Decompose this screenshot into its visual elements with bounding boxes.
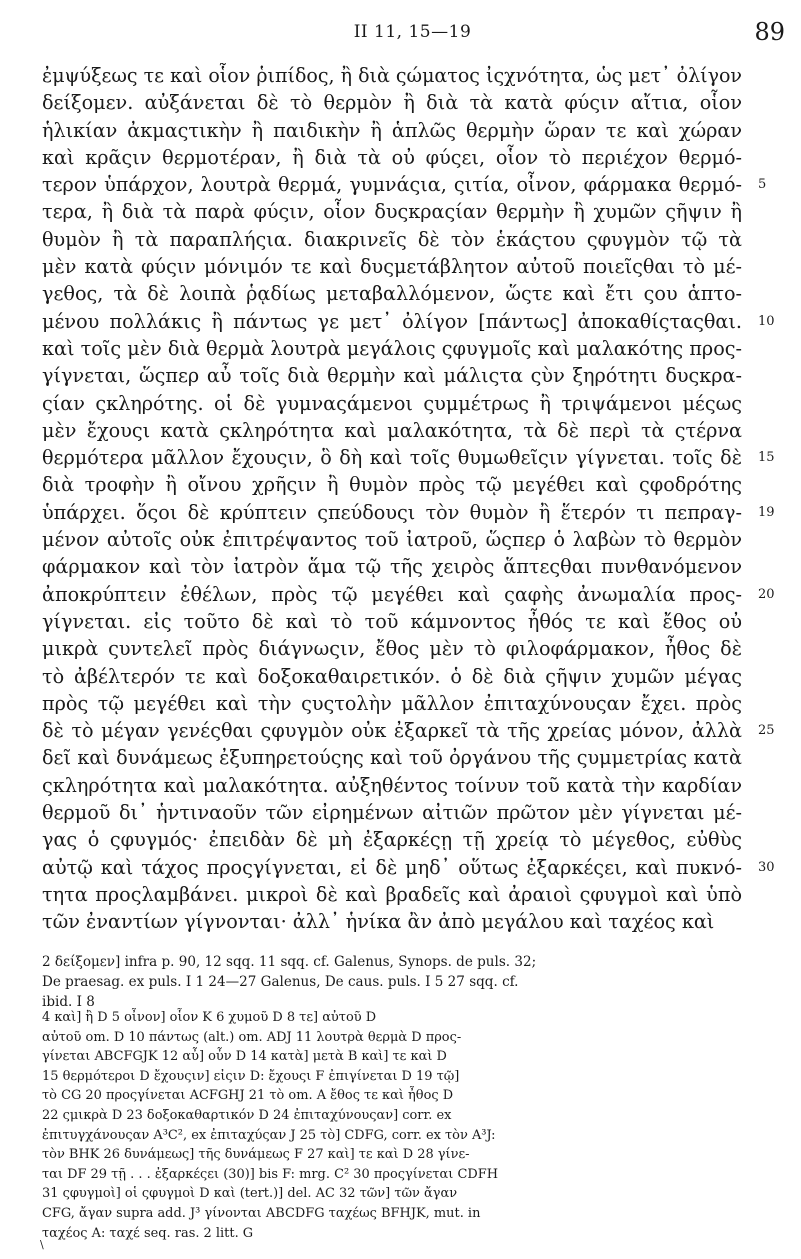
line-text: ςίαν ςκληρότης. οἱ δὲ γυμναςάμενοι ςυμμέτρως ἢ τριψάμενοι μέςως [42, 391, 742, 415]
line-text: ἡλικίαν ἀκμαςτικὴν ἢ παιδικὴν ἢ ἁπλῶς θερμὴν ὥραν τε καὶ χώραν [42, 118, 742, 142]
line-text: μένον αὐτοῖς οὐκ ἐπιτρέψαντος τοῦ ἰατροῦ, ὥςπερ ὁ λαβὼν τὸ θερμὸν [42, 528, 742, 552]
line-text: πρὸς τῷ μεγέθει καὶ τὴν ςυςτολὴν μᾶλλον ἐπιταχύνουςαν ἔχει. πρὸς [42, 691, 742, 715]
text-line [42, 854, 775, 881]
critical-apparatus [42, 1008, 787, 1243]
text-line [42, 390, 748, 417]
line-text: θερμότερα μᾶλλον ἔχουςιν, ὃ δὴ καὶ τοῖς θυμωθεῖςιν γίγνεται. τοῖς δὲ [42, 446, 742, 470]
apparatus-line: ται DF 29 τῇ . . . ἐξαρκέςει (30)] bis F: mrg. C² 30 προςγίνεται CDFH [42, 1166, 499, 1182]
line-text: ςκληρότητα καὶ μαλακότητα. αὐξηθέντος τοίνυν τοῦ κατὰ τὴν καρδίαν [42, 773, 742, 797]
line-text: δὲ τὸ μέγαν γενέςθαι ςφυγμὸν οὐκ ἐξαρκεῖ τὰ τῆς χρείας μόνον, ἀλλὰ [42, 719, 742, 743]
line-text: γίγνεται, ὥςπερ αὖ τοῖς διὰ θερμὴν καὶ μάλιςτα ςὺν ξηρότητι δυςκρα- [42, 364, 742, 388]
apparatus-line: CFG, ἄγαν supra add. J³ γίνονται ABCDFG ταχέως BFHJK, mut. in [42, 1205, 481, 1221]
text-line [42, 62, 748, 89]
text-line [42, 690, 748, 717]
text-line [42, 635, 748, 662]
apparatus-line: ἐπιτυγχάνουςαν A³C², ex ἐπιταχύςαν J 25 τὸ] CDFG, corr. ex τὸν A³J: [42, 1127, 496, 1143]
testimonia-apparatus [42, 952, 787, 1012]
apparatus-line: γίνεται ABCFGJK 12 αὖ] οὖν D 14 κατὰ] μετὰ B καὶ] τε καὶ D [42, 1049, 447, 1065]
line-number: 10 [758, 313, 775, 329]
line-text: μὲν κατὰ φύςιν μόνιμόν τε καὶ δυςμετάβλητον αὐτοῦ ποιεῖςθαι τὸ μέ- [42, 255, 742, 279]
page-number: 89 [754, 18, 785, 46]
line-text: θερμοῦ δι᾿ ἡντιναοῦν τῶν εἰρημένων αἰτιῶν πρῶτον μὲν γίγνεται μέ- [42, 801, 742, 825]
text-line [42, 908, 748, 935]
testimonia-line: ibid. I 8 [42, 994, 95, 1010]
line-text: ὑπάρχει. ὅςοι δὲ κρύπτειν ςπεύδουςι τὸν θυμὸν ἢ ἕτερόν τι πεπραγ- [42, 500, 742, 524]
line-text: ἐμψύξεως τε καὶ οἷον ῥιπίδος, ἢ διὰ ςώματος ἰςχνότητα, ὡς μετ᾿ ὀλίγον [42, 64, 742, 87]
line-text: αὐτῷ καὶ τάχος προςγίγνεται, εἰ δὲ μηδ᾿ οὕτως ἐξαρκέςει, καὶ πυκνό- [42, 855, 742, 879]
text-line [42, 144, 748, 171]
line-text: τερον ὑπάρχον, λουτρὰ θερμά, γυμνάςια, ςιτία, οἶνον, φάρμακα θερμό- [42, 173, 742, 197]
corner-mark: \ [40, 1238, 44, 1251]
text-line [42, 444, 775, 471]
text-line [42, 198, 748, 225]
line-text: τερα, ἢ διὰ τὰ παρὰ φύςιν, οἷον δυςκραςίαν θερμὴν ἢ χυμῶν ςῆψιν ἢ [42, 200, 742, 224]
line-text: γεθος, τὰ δὲ λοιπὰ ῥᾳδίως μεταβαλλόμενον, ὥςτε καὶ ἔτι ςου ἁπτο- [42, 282, 742, 306]
line-text: δείξομεν. αὐξάνεται δὲ τὸ θερμὸν ἢ διὰ τὰ κατὰ φύςιν αἴτια, οἷον [42, 91, 742, 115]
page-header [40, 18, 785, 46]
text-line [42, 117, 748, 144]
line-number: 20 [758, 586, 775, 602]
line-number: 19 [758, 504, 775, 520]
text-line [42, 526, 748, 553]
line-text: θυμὸν ἢ τὰ παραπλήςια. διακρινεῖς δὲ τὸν ἑκάςτου ςφυγμὸν τῷ τὰ [42, 227, 742, 251]
line-text: καὶ κρᾶςιν θερμοτέραν, ἢ διὰ τὰ οὐ φύςει, οἷον τὸ περιέχον θερμό- [42, 145, 742, 169]
text-line [42, 335, 748, 362]
line-number: 25 [758, 723, 775, 739]
line-text: φάρμακον καὶ τὸν ἰατρὸν ἅμα τῷ τῆς χειρὸς ἅπτεςθαι πυνθανόμενον [42, 555, 742, 579]
apparatus-line: 22 ςμικρὰ D 23 δοξοκαθαρτικόν D 24 ἐπιταχύνουςαν] corr. ex [42, 1107, 452, 1123]
apparatus-line: 4 καὶ] ἢ D 5 οἶνον] οἷον K 6 χυμοῦ D 8 τε] αὐτοῦ D [42, 1010, 377, 1025]
text-line [42, 881, 748, 908]
testimonia-line: 2 δείξομεν] infra p. 90, 12 sqq. 11 sqq. cf. Galenus, Synops. de puls. 32; [42, 954, 537, 970]
text-line [42, 663, 748, 690]
running-head: II 11, 15—19 [353, 22, 472, 42]
apparatus-line: τὸν BHK 26 δυνάμεως] τῆς δυνάμεως F 27 καὶ] τε καὶ D 28 γίνε- [42, 1147, 470, 1163]
apparatus-line: 31 ςφυγμοὶ] οἱ ςφυγμοὶ D καὶ (tert.)] del. AC 32 τῶν] τῶν ἄγαν [42, 1186, 458, 1202]
line-text: γας ὁ ςφυγμός· ἐπειδὰν δὲ μὴ ἐξαρκέςῃ τῇ χρείᾳ τὸ μέγεθος, εὐθὺς [42, 828, 742, 852]
text-line [42, 362, 748, 389]
text-line [42, 553, 748, 580]
text-line [42, 799, 748, 826]
apparatus-line: 15 θερμότεροι D ἔχουςιν] εἰςιν D: ἔχουςι F ἐπιγίνεται D 19 τῷ] [42, 1068, 460, 1084]
text-line [42, 171, 767, 198]
text-line [42, 89, 748, 116]
apparatus-line: ταχέος A: ταχέ seq. ras. 2 litt. G [42, 1225, 254, 1241]
line-number: 5 [758, 177, 767, 193]
text-line [42, 308, 775, 335]
text-line [42, 226, 748, 253]
line-text: τὸ ἀβέλτερόν τε καὶ δοξοκαθαιρετικόν. ὁ δὲ διὰ ςῆψιν χυμῶν μέγας [42, 664, 742, 688]
text-line [42, 744, 748, 771]
text-line [42, 280, 748, 307]
text-line [42, 717, 775, 744]
line-text: τητα προςλαμβάνει. μικροὶ δὲ καὶ βραδεῖς καὶ ἀραιοὶ ςφυγμοὶ καὶ ὑπὸ [42, 882, 742, 906]
line-text: γίγνεται. εἰς τοῦτο δὲ καὶ τὸ τοῦ κάμνοντος ἦθός τε καὶ ἔθος οὐ [42, 609, 742, 633]
line-number: 15 [758, 450, 775, 466]
text-line [42, 499, 775, 526]
text-line [42, 608, 748, 635]
text-line [42, 417, 748, 444]
apparatus-line: αὐτοῦ om. D 10 πάντως (alt.) om. ADJ 11 λουτρὰ θερμὰ D προς- [42, 1029, 462, 1045]
text-line [42, 253, 748, 280]
testimonia-line: De praesag. ex puls. I 1 24—27 Galenus, De caus. puls. I 5 27 sqq. cf. [42, 974, 519, 990]
line-text: μὲν ἔχουςι κατὰ ςκληρότητα καὶ μαλακότητα, τὰ δὲ περὶ τὰ ςτέρνα [42, 418, 742, 442]
text-line [42, 772, 748, 799]
line-text: διὰ τροφὴν ἢ οἴνου χρῆςιν ἢ θυμὸν πρὸς τῷ μεγέθει καὶ ςφοδρότης [42, 473, 742, 497]
line-text: δεῖ καὶ δυνάμεως ἐξυπηρετούςης καὶ τοῦ ὀργάνου τῆς ςυμμετρίας κατὰ [42, 746, 742, 770]
line-text: μένου πολλάκις ἢ πάντως γε μετ᾿ ὀλίγον [πάντως] ἀποκαθίςταςθαι. [42, 309, 742, 333]
line-number: 30 [758, 859, 775, 875]
text-line [42, 826, 748, 853]
text-line [42, 581, 775, 608]
line-text: καὶ τοῖς μὲν διὰ θερμὰ λουτρὰ μεγάλοις ςφυγμοῖς καὶ μαλακότης προς- [42, 336, 742, 360]
line-text: ἀποκρύπτειν ἐθέλων, πρὸς τῷ μεγέθει καὶ ςαφὴς ἀνωμαλία προς- [42, 582, 742, 606]
line-text: μικρὰ ςυντελεῖ πρὸς διάγνωςιν, ἔθος μὲν τὸ φιλοφάρμακον, ἦθος δὲ [42, 637, 742, 661]
main-text [42, 62, 775, 936]
line-text: τῶν ἐναντίων γίγνονται· ἀλλ᾿ ἡνίκα ἂν ἀπὸ μεγάλου καὶ ταχέος καὶ [42, 910, 715, 934]
text-line [42, 471, 748, 498]
apparatus-line: τὸ CG 20 προςγίνεται ACFGHJ 21 τὸ om. A ἔθος τε καὶ ἦθος D [42, 1088, 454, 1104]
